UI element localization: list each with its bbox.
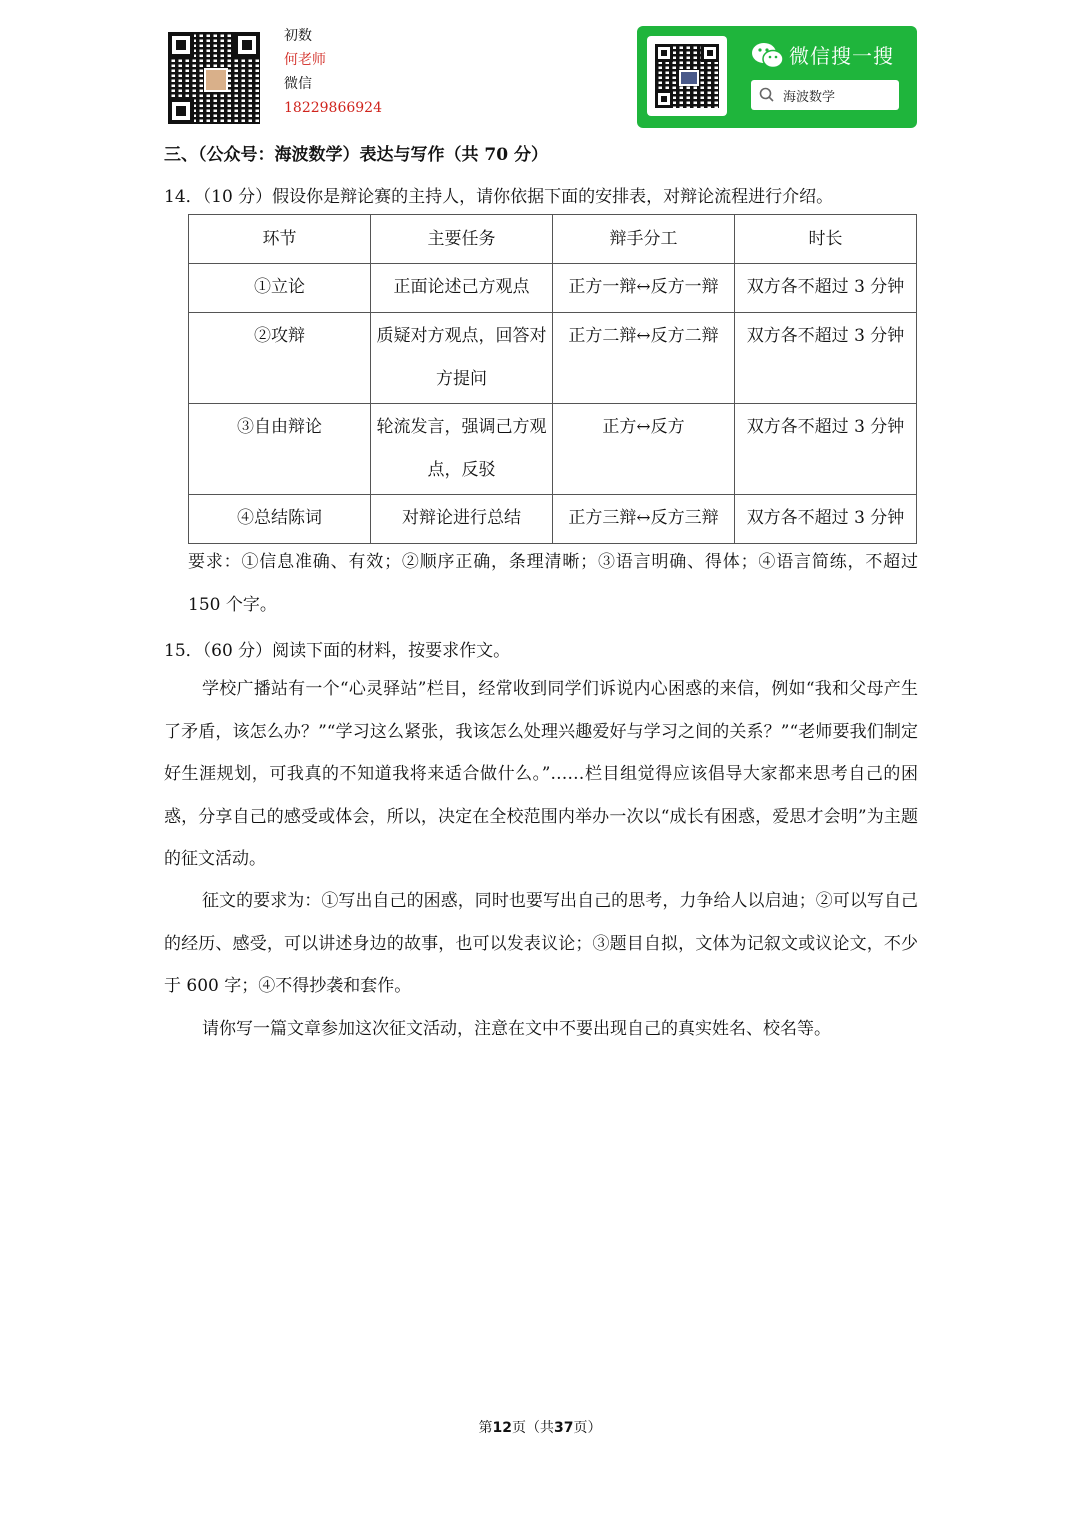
- avatar: [204, 68, 228, 92]
- question-15-stem: 15．（60 分）阅读下面的材料，按要求作文。: [164, 641, 511, 661]
- wechat-search-box: [751, 80, 899, 110]
- search-icon: [759, 87, 775, 103]
- question-14-stem: 14．（10 分）假设你是辩论赛的主持人，请你依据下面的安排表，对辩论流程进行介绍。: [164, 187, 834, 207]
- table-cell: 双方各不超过 3 分钟: [735, 495, 917, 544]
- contact-name: 何老师: [284, 52, 326, 68]
- table-header: 环节: [189, 215, 371, 264]
- section-title: 三、（公众号：海波数学）表达与写作（共 70 分）: [164, 145, 548, 165]
- footer-suffix: 页）: [573, 1420, 602, 1436]
- contact-line-3: 微信: [284, 76, 312, 92]
- table-cell: ①立论: [189, 264, 371, 313]
- table-cell: 正方二辩↔反方二辩: [553, 313, 735, 404]
- table-cell: ④总结陈词: [189, 495, 371, 544]
- table-cell: 双方各不超过 3 分钟: [735, 404, 917, 495]
- wechat-search-text: 海波数学: [783, 90, 836, 105]
- table-row: [189, 264, 917, 313]
- table-cell: 对辩论进行总结: [371, 495, 553, 544]
- table-header-row: [189, 215, 917, 264]
- debate-schedule-table: [188, 214, 917, 544]
- table-cell: 轮流发言，强调己方观点，反驳: [371, 404, 553, 495]
- table-cell: ②攻辩: [189, 313, 371, 404]
- table-cell: 正方↔反方: [553, 404, 735, 495]
- table-header: 时长: [735, 215, 917, 264]
- table-row: [189, 404, 917, 495]
- table-row: [189, 495, 917, 544]
- table-cell: 双方各不超过 3 分钟: [735, 264, 917, 313]
- page-footer: [0, 1417, 1080, 1437]
- page-total: 37: [554, 1420, 574, 1436]
- table-cell: ③自由辩论: [189, 404, 371, 495]
- wechat-search-title: 微信搜一搜: [789, 44, 894, 68]
- essay-material: 学校广播站有一个“心灵驿站”栏目，经常收到同学们诉说内心困惑的来信，例如“我和父母产生了矛盾，该怎么办？”“学习这么紧张，我该怎么处理兴趣爱好与学习之间的关系？”“老师要我们制定好生涯规划，可我真的不知道我将来适合做什么。”……栏目组觉得应该倡导大家都来思考自己的困惑，分享自己的感受或体会，所以，决定在全校范围内举办一次以“成长有困惑，爱思才会明”为主题的征文活动。: [164, 679, 918, 869]
- table-header: 主要任务: [371, 215, 553, 264]
- page-number: 12: [492, 1420, 512, 1436]
- footer-middle: 页（共: [512, 1420, 554, 1436]
- table-cell: 正方一辩↔反方一辩: [553, 264, 735, 313]
- essay-closing: 请你写一篇文章参加这次征文活动，注意在文中不要出现自己的真实姓名、校名等。: [202, 1019, 831, 1039]
- question-14-requirement: 要求：①信息准确、有效；②顺序正确，条理清晰；③语言明确、得体；④语言简练，不超过 150 个字。: [188, 552, 918, 615]
- contact-info: [284, 24, 382, 120]
- table-header: 辩手分工: [553, 215, 735, 264]
- table-cell: 正面论述己方观点: [371, 264, 553, 313]
- table-row: [189, 313, 917, 404]
- wechat-qr-code: [168, 32, 260, 124]
- table-cell: 正方三辩↔反方三辩: [553, 495, 735, 544]
- essay-rules: 征文的要求为：①写出自己的困惑，同时也要写出自己的思考，力争给人以启迪；②可以写自己的经历、感受，可以讲述身边的故事，也可以发表议论；③题目自拟，文体为记叙文或议论文，不少于 600 字；④不得抄袭和套作。: [164, 891, 918, 996]
- contact-phone: 18229866924: [284, 100, 382, 116]
- table-cell: 双方各不超过 3 分钟: [735, 313, 917, 404]
- official-account-qr-code: [655, 44, 719, 108]
- footer-prefix: 第: [478, 1420, 493, 1436]
- table-cell: 质疑对方观点，回答对方提问: [371, 313, 553, 404]
- wechat-logo-icon: [751, 42, 785, 70]
- contact-line-1: 初数: [284, 28, 312, 44]
- wechat-search-banner: [637, 26, 917, 128]
- official-account-qr-box: [647, 36, 727, 116]
